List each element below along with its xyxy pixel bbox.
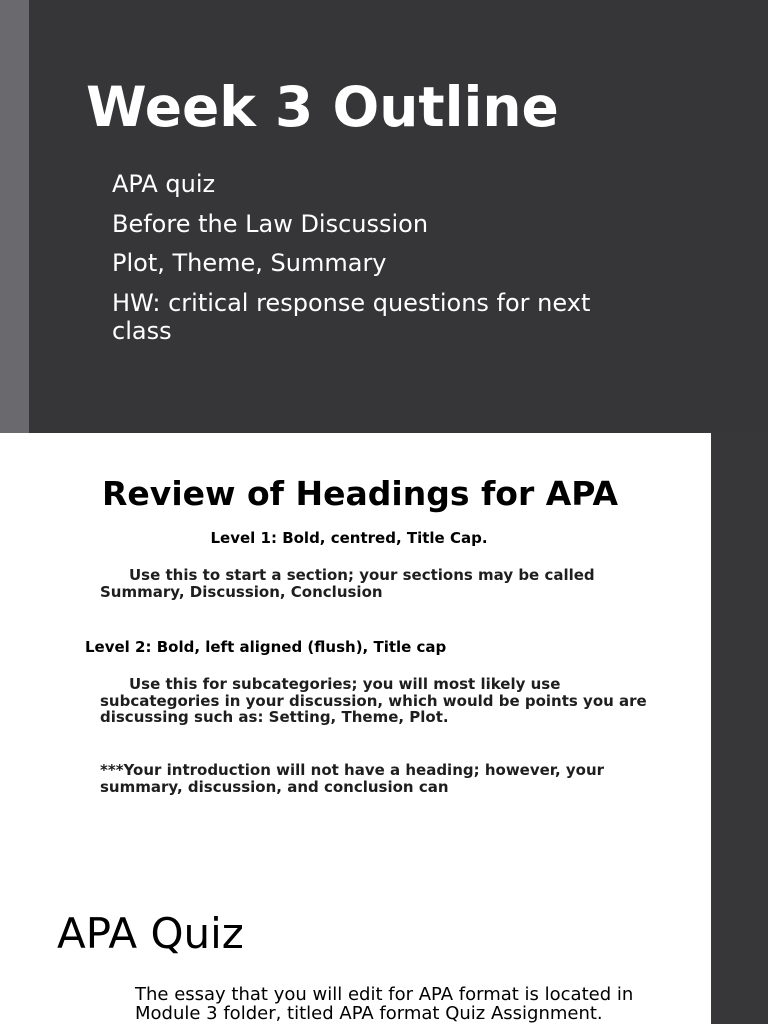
slide-title: Week 3 Outline xyxy=(86,75,559,139)
slide-title: APA Quiz xyxy=(57,909,244,958)
outline-bullet-item: APA quiz xyxy=(112,170,216,198)
level-2-heading-rule: Level 2: Bold, left aligned (flush), Title cap xyxy=(85,638,447,656)
outline-bullet-item: HW: critical response questions for next class xyxy=(112,288,591,345)
level-1-heading-rule: Level 1: Bold, centred, Title Cap. xyxy=(210,529,488,547)
slide-week-3-outline xyxy=(0,0,768,433)
outline-bullet-item: Plot, Theme, Summary xyxy=(112,249,387,277)
slide-title: Review of Headings for APA xyxy=(102,474,618,513)
outline-bullet-list xyxy=(112,170,652,356)
level-1-description: Use this to start a section; your sections may be called Summary, Discussion, Conclusion xyxy=(100,566,595,601)
introduction-note: ***Your introduction will not have a heading; however, your summary, discussion, and conclusion can xyxy=(100,761,605,796)
level-2-description: Use this for subcategories; you will most likely use subcategories in your discussion, which would be points you are discussing such as: Setting, Theme, Plot. xyxy=(100,675,647,726)
slide-review-of-headings xyxy=(0,433,711,1024)
slide-accent-stripe xyxy=(0,0,29,433)
quiz-instructions: The essay that you will edit for APA format is located in Module 3 folder, titled APA format Quiz Assignment. xyxy=(135,984,634,1024)
outline-bullet-item: Before the Law Discussion xyxy=(112,209,429,238)
